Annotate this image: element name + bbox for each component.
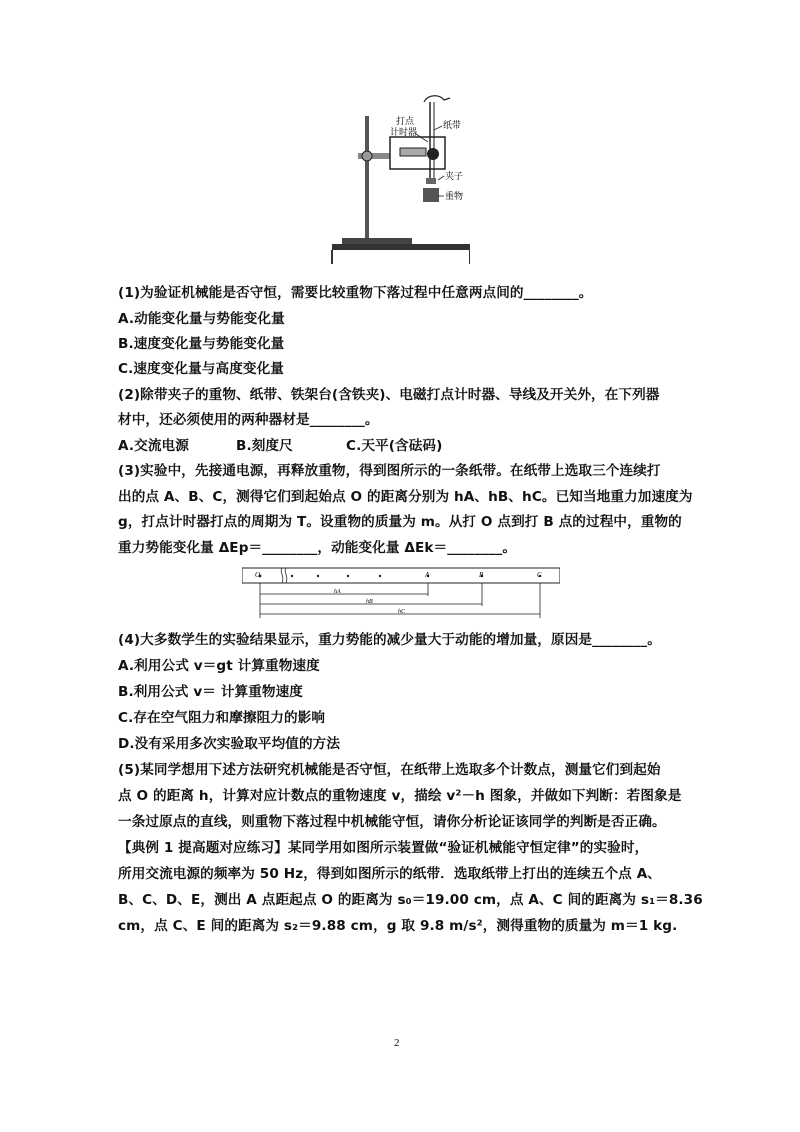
tape-label: 纸带 — [443, 121, 462, 131]
q1-option-c: C.速度变化量与高度变化量 — [118, 361, 284, 377]
point-o-label: O — [255, 571, 261, 579]
q3-line-2: 出的点 A、B、C，测得它们到起始点 O 的距离分别为 hA、hB、hC。已知当地重力加速度为 — [118, 489, 693, 505]
q1-stem: (1)为验证机械能是否守恒，需要比较重物下落过程中任意两点间的________。 — [118, 285, 593, 301]
point-c-label: C — [537, 571, 542, 579]
page-number: 2 — [394, 1037, 400, 1049]
q4-option-a: A.利用公式 v＝gt 计算重物速度 — [118, 658, 320, 674]
timer-label-2: 计时器 — [390, 128, 418, 138]
example-line-4: cm，点 C、E 间的距离为 s₂＝9.88 cm，g 取 9.8 m/s²，测得重物的质量为 m＝1 kg. — [118, 918, 678, 934]
q4-option-c: C.存在空气阻力和摩擦阻力的影响 — [118, 710, 326, 726]
q2-stem-line-2: 材中，还必须使用的两种器材是________。 — [118, 412, 379, 428]
q3-line-4: 重力势能变化量 ΔEp＝________，动能变化量 ΔEk＝________。 — [118, 540, 517, 556]
q4-stem: (4)大多数学生的实验结果显示，重力势能的减少量大于动能的增加量，原因是________。 — [118, 632, 661, 648]
h-a-label: hA — [334, 589, 341, 595]
example-line-2: 所用交流电源的频率为 50 Hz，得到如图所示的纸带．选取纸带上打出的连续五个点 A、 — [118, 866, 662, 882]
point-a-label: A — [425, 571, 430, 579]
q5-line-2: 点 O 的距离 h，计算对应计数点的重物速度 v，描绘 v²－h 图象，并做如下判断：若图象是 — [118, 788, 682, 804]
q1-option-b: B.速度变化量与势能变化量 — [118, 336, 285, 352]
q2-option-a: A.交流电源 — [118, 438, 189, 454]
q3-line-1: (3)实验中，先接通电源，再释放重物，得到图所示的一条纸带。在纸带上选取三个连续打 — [118, 463, 661, 479]
q5-line-3: 一条过原点的直线，则重物下落过程中机械能守恒，请你分析论证该同学的判断是否正确。 — [118, 814, 666, 830]
example-line-1: 【典例 1 提高题对应练习】某同学用如图所示装置做“验证机械能守恒定律”的实验时， — [118, 840, 649, 856]
q4-option-b: B.利用公式 v＝ 计算重物速度 — [118, 684, 303, 700]
clip-label: 夹子 — [445, 172, 464, 182]
h-c-label: hC — [398, 609, 406, 615]
point-b-label: B — [479, 571, 484, 579]
example-line-3: B、C、D、E，测出 A 点距起点 O 的距离为 s₀＝19.00 cm，点 A、C 间的距离为 s₁＝8.36 — [118, 892, 703, 908]
timer-label-1: 打点 — [396, 117, 415, 127]
weight-label: 重物 — [445, 192, 464, 202]
h-b-label: hB — [366, 599, 373, 605]
q1-option-a: A.动能变化量与势能变化量 — [118, 311, 285, 327]
q2-options — [118, 436, 698, 456]
q3-line-3: g，打点计时器打点的周期为 T。设重物的质量为 m。从打 O 点到打 B 点的过程中，重物的 — [118, 514, 682, 530]
paper-tape-figure — [242, 566, 560, 622]
q2-option-c: C.天平(含砝码) — [346, 438, 443, 454]
q4-option-d: D.没有采用多次实验取平均值的方法 — [118, 736, 341, 752]
apparatus-figure — [320, 92, 470, 264]
q2-stem-line-1: (2)除带夹子的重物、纸带、铁架台(含铁夹)、电磁打点计时器、导线及开关外，在下列器 — [118, 387, 660, 403]
q5-line-1: (5)某同学想用下述方法研究机械能是否守恒，在纸带上选取多个计数点，测量它们到起始 — [118, 762, 661, 778]
q2-option-b: B.刻度尺 — [236, 438, 293, 454]
